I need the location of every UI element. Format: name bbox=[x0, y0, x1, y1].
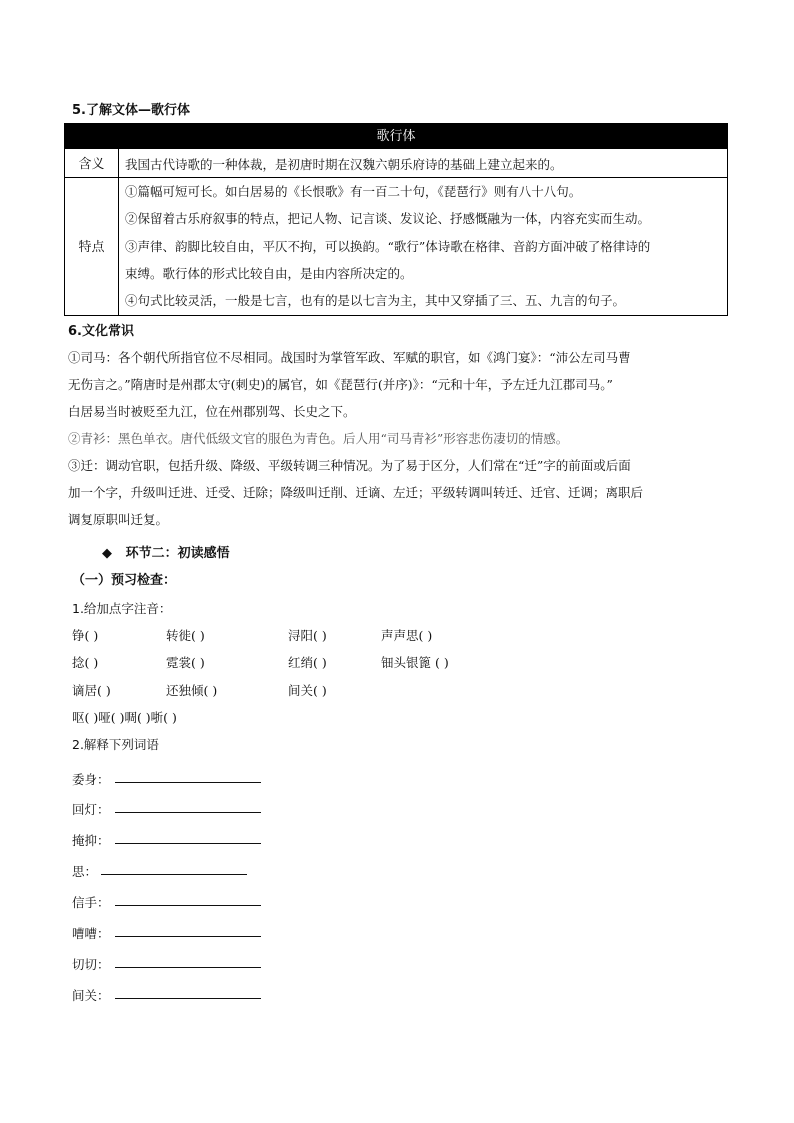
culture-line: 白居易当时被贬至九江，位在州郡别驾、长史之下。 bbox=[68, 404, 356, 419]
section6-title: 6.文化常识 bbox=[68, 324, 134, 339]
diamond-bullet-icon: ◆ bbox=[102, 546, 112, 561]
term-label: 嘈嘈： bbox=[72, 926, 110, 941]
feature-line: ①篇幅可短可长。如白居易的《长恨歌》有一百二十句，《琵琶行》则有八十八句。 bbox=[125, 184, 582, 199]
answer-line[interactable] bbox=[115, 967, 261, 968]
term-label: 思： bbox=[72, 864, 98, 879]
feature-line: ③声律、韵脚比较自由，平仄不拘，可以换韵。“歌行”体诗歌在格律、音韵方面冲破了格律诗的 bbox=[125, 239, 651, 254]
meaning-text: 我国古代诗歌的一种体裁，是初唐时期在汉魏六朝乐府诗的基础上建立起来的。 bbox=[125, 157, 563, 172]
pinyin-item: 还独倾( ) bbox=[166, 683, 218, 698]
answer-line[interactable] bbox=[101, 874, 247, 875]
culture-line: 调复原职叫迁复。 bbox=[68, 512, 169, 527]
pinyin-item: 浔阳( ) bbox=[288, 628, 327, 643]
link2-title: 环节二：初读感悟 bbox=[125, 546, 230, 561]
answer-line[interactable] bbox=[115, 936, 261, 937]
pinyin-item: 谪居( ) bbox=[72, 683, 111, 698]
table-header: 歌行体 bbox=[65, 124, 727, 149]
section5-title: 5.了解文体—歌行体 bbox=[72, 103, 190, 118]
q2-title: 2.解释下列词语 bbox=[72, 737, 159, 752]
link2-heading bbox=[102, 542, 230, 561]
term-label: 掩抑： bbox=[72, 833, 110, 848]
answer-line[interactable] bbox=[115, 812, 261, 813]
table-column-divider bbox=[118, 149, 119, 315]
term-label: 信手： bbox=[72, 895, 110, 910]
q1-title: 1.给加点字注音： bbox=[72, 601, 172, 616]
preview-title: （一）预习检查： bbox=[72, 573, 177, 588]
pinyin-item: 声声思( ) bbox=[381, 628, 433, 643]
culture-line: ②青衫：黑色单衣。唐代低级文官的服色为青色。后人用“司马青衫”形容悲伤凄切的情感。 bbox=[68, 431, 569, 446]
row-label-meaning: 含义 bbox=[78, 157, 105, 172]
answer-line[interactable] bbox=[115, 998, 261, 999]
genre-table bbox=[64, 123, 728, 316]
answer-line[interactable] bbox=[115, 905, 261, 906]
table-divider bbox=[65, 177, 727, 178]
pinyin-item: 呕( )哑( )啁( )哳( ) bbox=[72, 710, 177, 725]
pinyin-item: 捻( ) bbox=[72, 655, 99, 670]
culture-line: 加一个字，升级叫迁进、迁受、迁除；降级叫迁削、迁谪、左迁；平级转调叫转迁、迁官、迁调；离职后 bbox=[68, 485, 644, 500]
pinyin-item: 红绡( ) bbox=[288, 655, 327, 670]
pinyin-item: 霓裳( ) bbox=[166, 655, 205, 670]
pinyin-item: 转徙( ) bbox=[166, 628, 205, 643]
answer-line[interactable] bbox=[115, 782, 261, 783]
feature-line: 束缚。歌行体的形式比较自由，是由内容所决定的。 bbox=[125, 266, 413, 281]
row-label-features: 特点 bbox=[78, 240, 105, 255]
term-label: 切切： bbox=[72, 957, 110, 972]
feature-line: ④句式比较灵活，一般是七言，也有的是以七言为主，其中又穿插了三、五、九言的句子。 bbox=[125, 293, 626, 308]
culture-line: 无伤言之。”隋唐时是州郡太守(刺史)的属官，如《琵琶行(并序)》：“元和十年，予左迁九江郡司马。” bbox=[68, 377, 613, 392]
feature-line: ②保留着古乐府叙事的特点，把记人物、记言谈、发议论、抒感慨融为一体，内容充实而生动。 bbox=[125, 211, 651, 226]
culture-line: ③迁：调动官职，包括升级、降级、平级转调三种情况。为了易于区分，人们常在“迁”字的前面或后面 bbox=[68, 458, 631, 473]
pinyin-item: 间关( ) bbox=[288, 683, 327, 698]
answer-line[interactable] bbox=[115, 843, 261, 844]
term-label: 回灯： bbox=[72, 802, 110, 817]
pinyin-item: 铮( ) bbox=[72, 628, 99, 643]
term-label: 间关： bbox=[72, 988, 110, 1003]
term-label: 委身： bbox=[72, 772, 110, 787]
culture-line: ①司马：各个朝代所指官位不尽相同。战国时为掌管军政、军赋的职官，如《鸿门宴》：“沛公左司马曹 bbox=[68, 350, 631, 365]
pinyin-item: 钿头银篦 ( ) bbox=[381, 655, 449, 670]
